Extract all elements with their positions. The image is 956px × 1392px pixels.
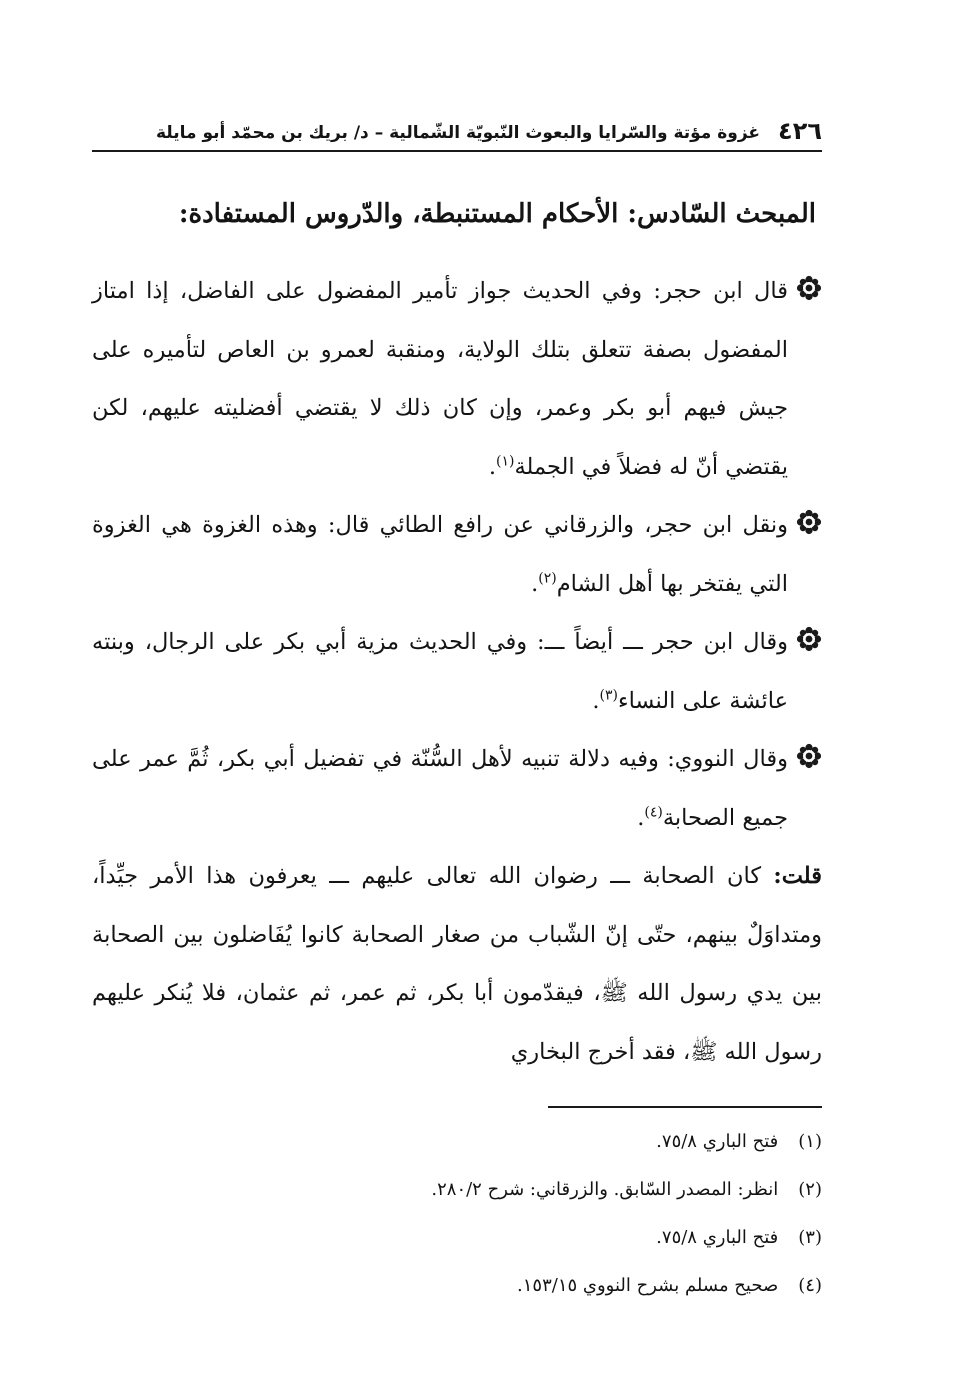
flower-ornament-icon <box>796 509 822 535</box>
footnote-ref: (٢) <box>538 570 557 586</box>
paragraph-1 <box>92 262 822 496</box>
body-text <box>92 262 822 1081</box>
running-header-title: غزوة مؤتة والسّرايا والبعوث النّبويّة الشّمالية – د/ بريك بن محمّد أبو مايلة <box>156 123 761 143</box>
flower-ornament-icon <box>796 743 822 769</box>
paragraph-4 <box>92 730 822 847</box>
footnote-number: (١) <box>798 1131 822 1152</box>
paragraph-3 <box>92 613 822 730</box>
footnote-text: فتح الباري ٧٥/٨. <box>656 1227 779 1248</box>
header-rule <box>92 150 822 152</box>
footnote-2 <box>182 1166 822 1214</box>
footnote-ref: (٣) <box>599 687 618 703</box>
section-heading: المبحث السّادس: الأحكام المستنبطة، والدّروس المستفادة: <box>178 199 816 229</box>
footnote-text: فتح الباري ٧٥/٨. <box>656 1131 779 1152</box>
flower-ornament-icon <box>796 275 822 301</box>
footnote-ref: (١) <box>496 453 515 469</box>
paragraph-text: ونقل ابن حجر، والزرقاني عن رافع الطائي قال: وهذه الغزوة هي الغزوة التي يفتخر بها أهل الشام <box>92 512 788 597</box>
footnote-text: انظر: المصدر السّابق. والزرقاني: شرح ٢٨٠/٢. <box>431 1179 779 1200</box>
closing-paragraph <box>92 847 822 1081</box>
paragraph-2 <box>92 496 822 613</box>
closing-lead: قلت: <box>773 863 822 889</box>
footnote-text: صحيح مسلم بشرح النووي ١٥٣/١٥. <box>517 1275 779 1296</box>
flower-ornament-icon <box>796 626 822 652</box>
footnote-rule <box>548 1106 822 1108</box>
footnote-3 <box>182 1214 822 1262</box>
paragraph-end: . <box>488 453 497 480</box>
running-header <box>92 104 822 148</box>
closing-text: كان الصحابة ـــ رضوان الله تعالى عليهم ـــ يعرفون هذا الأمر جيِّداً، ومتداوَلٌ بينهم، حتّى إنّ الشّباب من صغار الصحابة كانوا يُفَاضلون بين الصحابة بين يدي رسول الله ﷺ، فيقدّمون أبا بكر، ثم عمر، ثم عثمان، فلا يُنكر عليهم رسول الله ﷺ، فقد أخرج البخاري <box>92 863 822 1065</box>
paragraph-text: وقال ابن حجر ـــ أيضاً ـــ: وفي الحديث مزية أبي بكر على الرجال، وبنته عائشة على النساء <box>92 629 788 714</box>
footnote-1 <box>182 1118 822 1166</box>
paragraph-text: قال ابن حجر: وفي الحديث جواز تأمير المفضول على الفاضل، إذا امتاز المفضول بصفة تتعلق بتلك الولاية، ومنقبة لعمرو بن العاص لتأميره على جيش فيهم أبو بكر وعمر، وإن كان ذلك لا يقتضي أفضليته عليهم، لكن يقتضي أنّ له فضلاً في الجملة <box>92 278 788 480</box>
footnotes <box>182 1118 822 1310</box>
paragraph-end: . <box>592 687 600 714</box>
footnote-number: (٣) <box>798 1227 822 1248</box>
paragraph-end: . <box>531 570 539 597</box>
footnote-number: (٢) <box>798 1179 822 1200</box>
footnote-ref: (٤) <box>644 804 663 820</box>
paragraph-end: . <box>637 804 645 831</box>
footnote-number: (٤) <box>798 1275 822 1296</box>
paragraph-text: وقال النووي: وفيه دلالة تنبيه لأهل السُّنّة في تفضيل أبي بكر، ثُمَّ عمر على جميع الصحابة <box>92 746 788 831</box>
footnote-4 <box>182 1262 822 1310</box>
page-number: ٤٢٦ <box>778 117 822 145</box>
